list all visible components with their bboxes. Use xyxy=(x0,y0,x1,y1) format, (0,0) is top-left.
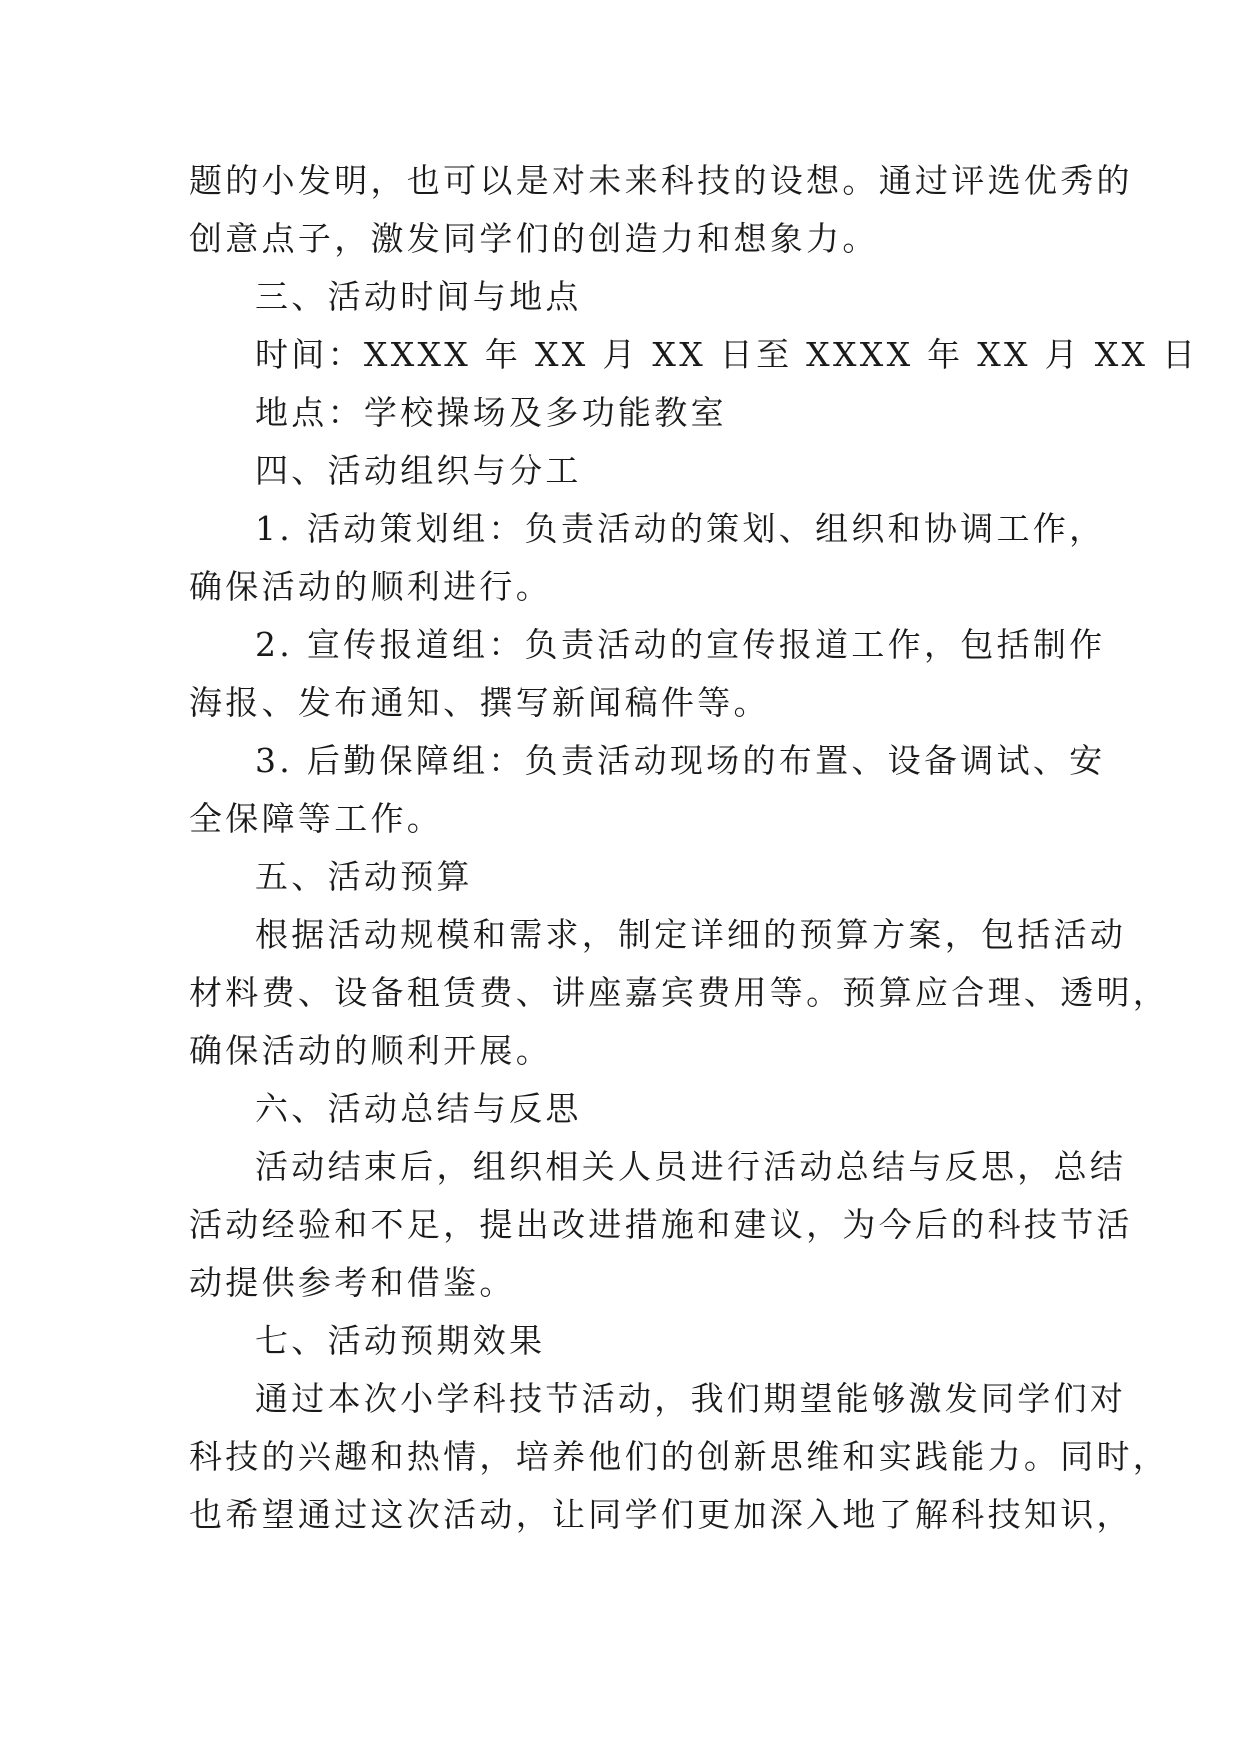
paragraph-line: 动提供参考和借鉴。 xyxy=(189,1263,516,1302)
list-item-line: 确保活动的顺利进行。 xyxy=(189,567,552,606)
paragraph-line: 通过本次小学科技节活动，我们期望能够激发同学们对 xyxy=(255,1379,1127,1418)
list-item-line: 3. 后勤保障组：负责活动现场的布置、设备调试、安 xyxy=(255,741,1106,780)
section-heading: 六、活动总结与反思 xyxy=(255,1089,582,1128)
paragraph-line: 也希望通过这次活动，让同学们更加深入地了解科技知识， xyxy=(189,1495,1133,1534)
paragraph-line: 根据活动规模和需求，制定详细的预算方案，包括活动 xyxy=(255,915,1127,954)
paragraph-line: 时间：XXXX 年 XX 月 XX 日至 XXXX 年 XX 月 XX 日 xyxy=(255,335,1199,374)
document-body xyxy=(189,152,1199,1544)
list-item-line: 海报、发布通知、撰写新闻稿件等。 xyxy=(189,683,770,722)
paragraph-line: 确保活动的顺利开展。 xyxy=(189,1031,552,1070)
paragraph-line: 科技的兴趣和热情，培养他们的创新思维和实践能力。同时， xyxy=(189,1437,1170,1476)
paragraph-line: 创意点子，激发同学们的创造力和想象力。 xyxy=(189,219,879,258)
paragraph-line: 材料费、设备租赁费、讲座嘉宾费用等。预算应合理、透明， xyxy=(189,973,1170,1012)
list-item-line: 2. 宣传报道组：负责活动的宣传报道工作，包括制作 xyxy=(255,625,1106,664)
paragraph-line: 活动结束后，组织相关人员进行活动总结与反思，总结 xyxy=(255,1147,1127,1186)
list-item-line: 1. 活动策划组：负责活动的策划、组织和协调工作， xyxy=(255,509,1106,548)
section-heading: 五、活动预算 xyxy=(255,857,473,896)
paragraph-line: 地点：学校操场及多功能教室 xyxy=(255,393,727,432)
section-heading: 三、活动时间与地点 xyxy=(255,277,582,316)
section-heading: 七、活动预期效果 xyxy=(255,1321,546,1360)
list-item-line: 全保障等工作。 xyxy=(189,799,444,838)
paragraph-line: 活动经验和不足，提出改进措施和建议，为今后的科技节活 xyxy=(189,1205,1133,1244)
paragraph-line: 题的小发明，也可以是对未来科技的设想。通过评选优秀的 xyxy=(189,161,1133,200)
section-heading: 四、活动组织与分工 xyxy=(255,451,582,490)
